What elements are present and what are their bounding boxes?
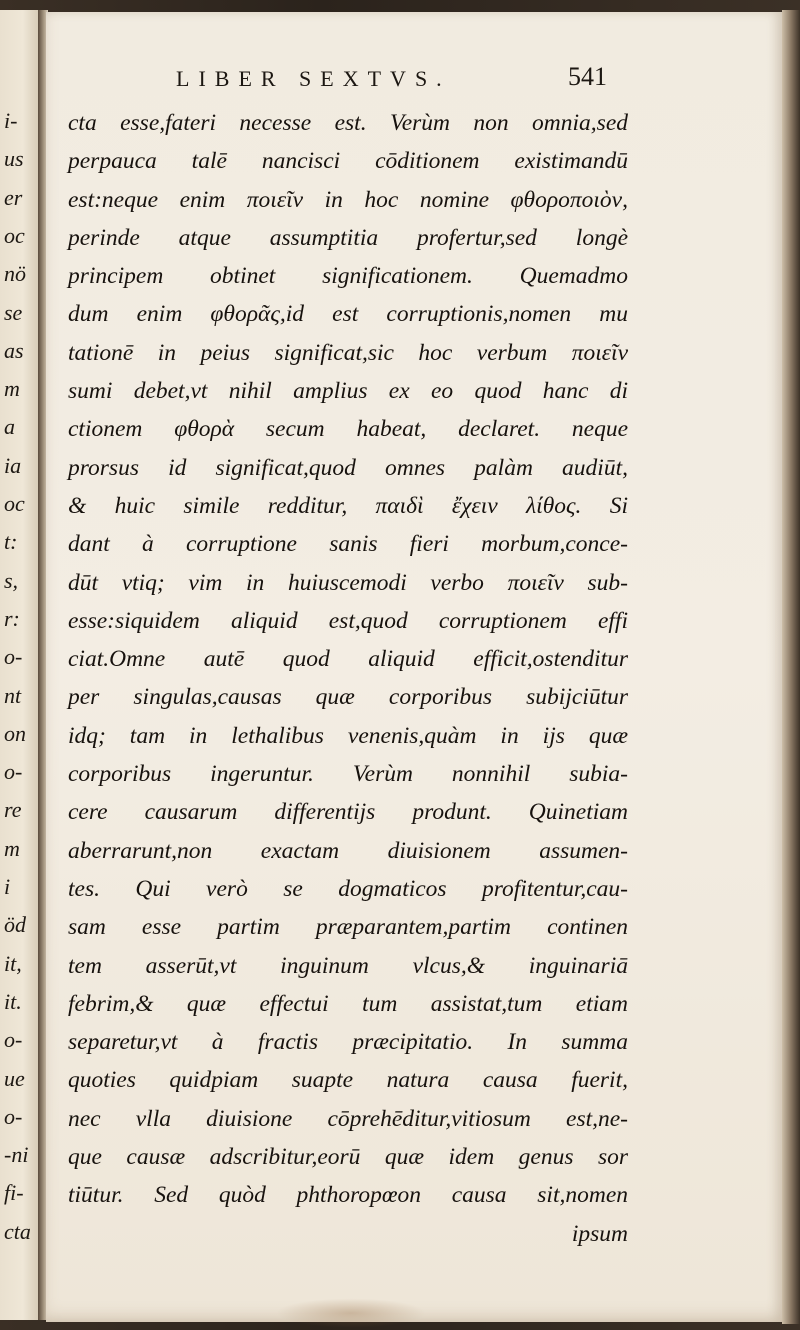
left-page-fragment: ue bbox=[4, 1065, 25, 1091]
text-line: ciat.Omne autē quod aliquid efficit,ostenditur bbox=[68, 646, 628, 673]
left-page-fragment: it, bbox=[4, 950, 22, 976]
text-line: ipsum bbox=[571, 1220, 628, 1247]
left-page-fragment: oc bbox=[4, 222, 25, 248]
text-line: cere causarum differentijs produnt. Quinetiam bbox=[68, 799, 628, 826]
left-page-fragment: i- bbox=[4, 108, 18, 133]
text-line: dūt vtiq; vim in huiuscemodi verbo ποιεῖν sub- bbox=[68, 569, 628, 596]
text-line: separetur,vt à fractis præcipitatio. In summa bbox=[68, 1029, 628, 1056]
left-page bbox=[0, 10, 40, 1320]
text-line: dum enim φθορᾶς,id est corruptionis,nomen mu bbox=[68, 301, 628, 328]
left-page-fragment: o- bbox=[4, 644, 23, 670]
left-page-fragment: it. bbox=[4, 988, 22, 1014]
page-stain bbox=[276, 1298, 426, 1328]
left-page-fragment: i bbox=[4, 874, 11, 899]
text-line: prorsus id significat,quod omnes palàm audiūt, bbox=[68, 454, 628, 481]
text-line: corporibus ingeruntur. Verùm nonnihil subia- bbox=[68, 761, 628, 788]
text-line: tem asserūt,vt inguinum vlcus,& inguinariā bbox=[68, 952, 628, 979]
left-page-fragment: er bbox=[4, 184, 23, 210]
left-page-fragment: fi- bbox=[4, 1180, 24, 1206]
left-page-fragment: m bbox=[4, 376, 20, 402]
text-line: dant à corruptione sanis fieri morbum,conce- bbox=[68, 531, 628, 558]
text-line: & huic simile redditur, παιδὶ ἔχειν λίθος. Si bbox=[68, 492, 628, 519]
left-page-fragment: ia bbox=[4, 452, 22, 478]
left-page-fragment: a bbox=[4, 414, 15, 440]
text-line: per singulas,causas quæ corporibus subijciūtur bbox=[68, 684, 628, 711]
text-line: est:neque enim ποιεῖν in hoc nomine φθοροποιὸν, bbox=[68, 186, 628, 213]
text-line: idq; tam in lethalibus venenis,quàm in ijs quæ bbox=[68, 722, 628, 749]
page-edge bbox=[782, 10, 800, 1324]
text-line: tes. Qui verò se dogmaticos profitentur,cau- bbox=[68, 875, 628, 902]
text-line: sam esse partim præparantem,partim continen bbox=[68, 914, 628, 941]
text-line: cta esse,fateri necesse est. Verùm non omnia,sed bbox=[68, 110, 628, 136]
text-line: aberrarunt,non exactam diuisionem assumen- bbox=[68, 837, 628, 864]
text-line: tationē in peius significat,sic hoc verbum ποιεῖν bbox=[68, 339, 628, 366]
left-page-fragment: oc bbox=[4, 491, 25, 516]
left-page-fragment: t: bbox=[4, 529, 18, 555]
left-page-fragment: öd bbox=[4, 912, 26, 938]
left-page-fragment: o- bbox=[4, 1103, 23, 1129]
left-page-fragment: nt bbox=[4, 682, 22, 708]
page-number: 541 bbox=[568, 62, 607, 91]
left-page-fragment: on bbox=[4, 720, 26, 746]
text-line: principem obtinet significationem. Quemadmo bbox=[68, 263, 628, 290]
left-page-fragment: nö bbox=[4, 261, 26, 287]
text-line: quoties quidpiam suapte natura causa fuerit, bbox=[68, 1067, 628, 1094]
left-page-fragment: se bbox=[4, 299, 23, 325]
left-page-fragment: as bbox=[4, 337, 24, 363]
body-text bbox=[68, 104, 628, 1253]
left-page-fragment: s, bbox=[4, 567, 19, 593]
left-page-fragment: us bbox=[4, 146, 24, 172]
text-line: ctionem φθορὰ secum habeat, declaret. neque bbox=[68, 416, 628, 443]
text-line: febrim,& quæ effectui tum assistat,tum etiam bbox=[68, 990, 628, 1017]
text-line: tiūtur. Sed quòd phthoropœon causa sit,nomen bbox=[68, 1182, 628, 1209]
text-line: perinde atque assumptitia profertur,sed longè bbox=[68, 224, 628, 251]
text-line: nec vlla diuisione cōprehēditur,vitiosum est,ne- bbox=[68, 1105, 628, 1132]
left-page-fragment: o- bbox=[4, 1027, 23, 1053]
left-page-fragment: o- bbox=[4, 759, 23, 785]
left-page-fragment: cta bbox=[4, 1218, 31, 1244]
text-line: perpauca talē nancisci cōditionem existimandū bbox=[68, 148, 628, 175]
left-page-fragment: -ni bbox=[4, 1142, 29, 1168]
left-page-fragment: re bbox=[4, 797, 22, 823]
text-line: esse:siquidem aliquid est,quod corruptionem effi bbox=[68, 607, 628, 634]
text-line: que causæ adscribitur,eorū quæ idem genus sor bbox=[68, 1144, 628, 1171]
left-page-fragment: m bbox=[4, 835, 20, 861]
left-page-fragment: r: bbox=[4, 605, 20, 631]
running-head: LIBER SEXTVS. bbox=[176, 66, 451, 91]
text-line: sumi debet,vt nihil amplius ex eo quod hanc di bbox=[68, 378, 628, 405]
